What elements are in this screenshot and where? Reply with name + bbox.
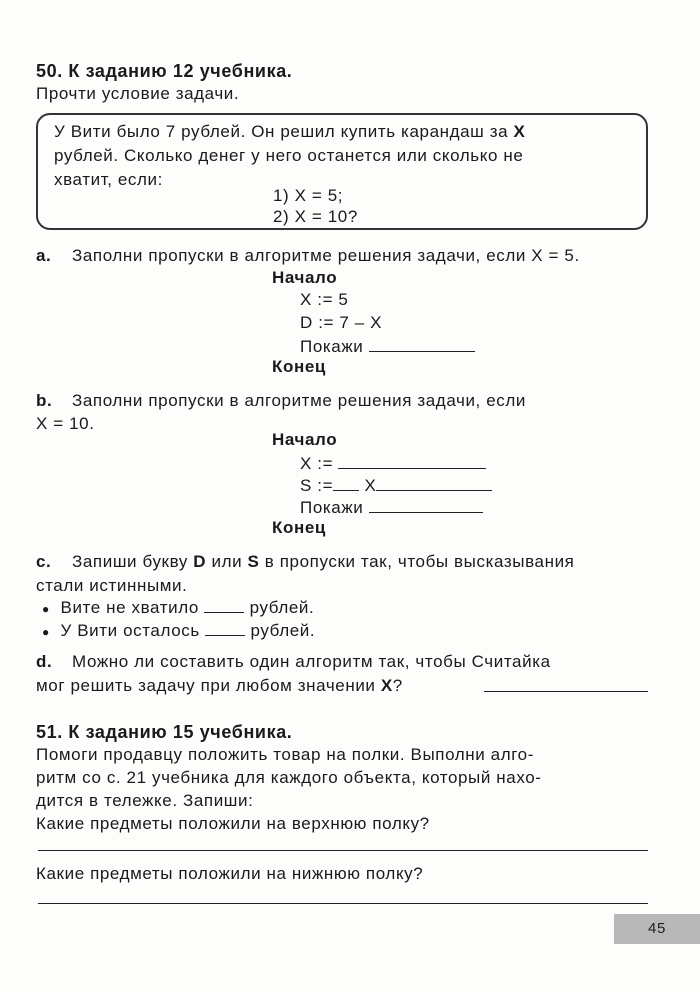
text: мог решить задачу при любом значении [36, 676, 381, 695]
condition-case-2: 2) X = 10? [273, 207, 358, 226]
part-b-end: Конец [272, 518, 326, 537]
exercise-51-line-2: ритм со с. 21 учебника для каждого объекта, который нахо- [36, 768, 542, 787]
step-label: X := [300, 454, 334, 473]
bullet: ● [42, 602, 50, 616]
answer-line[interactable] [38, 850, 648, 851]
answer-blank[interactable] [205, 620, 245, 636]
condition-x: X [513, 122, 526, 141]
part-b-text-2: X = 10. [36, 414, 95, 433]
part-a-letter: a. [36, 246, 52, 265]
text: У Вити осталось [60, 621, 200, 640]
answer-blank[interactable] [333, 475, 359, 491]
step-label: Покажи [300, 498, 364, 517]
condition-case-1: 1) X = 5; [273, 186, 344, 205]
page-number: 45 [614, 914, 700, 944]
exercise-50-header: 50. К заданию 12 учебника. [36, 61, 293, 81]
part-d-text-1: Можно ли составить один алгоритм так, чтобы Считайка [72, 652, 551, 671]
part-a-end: Конец [272, 357, 326, 376]
letter-s: S [247, 552, 260, 571]
answer-blank[interactable] [376, 475, 492, 491]
condition-line-2: рублей. Сколько денег у него останется или сколько не [54, 146, 524, 165]
part-c-item-2 [42, 620, 315, 641]
text: или [206, 552, 248, 571]
exercise-50-intro: Прочти условие задачи. [36, 84, 240, 103]
part-a-step-2: D := 7 – X [300, 313, 383, 332]
answer-line[interactable] [484, 691, 648, 692]
text: в пропуски так, чтобы высказывания [259, 552, 575, 571]
text: рублей. [250, 621, 316, 640]
exercise-51-question-1: Какие предметы положили на верхнюю полку? [36, 814, 430, 833]
exercise-51-header: 51. К заданию 15 учебника. [36, 722, 293, 742]
part-c-text-2: стали истинными. [36, 576, 188, 595]
part-b-step-3 [300, 497, 483, 518]
text: Запиши букву [72, 552, 194, 571]
condition-line-3: хватит, если: [54, 170, 163, 189]
letter-d: D [193, 552, 207, 571]
part-b-begin: Начало [272, 430, 338, 449]
part-c-text-1 [72, 552, 574, 572]
condition-line-1 [54, 122, 525, 142]
text: рублей. [249, 598, 315, 617]
part-c-letter: c. [36, 552, 52, 571]
part-d-text-2 [36, 676, 403, 696]
var-x: X [380, 676, 393, 695]
text: Вите не хватило [60, 598, 199, 617]
exercise-51-line-1: Помоги продавцу положить товар на полки. Выполни алго- [36, 745, 534, 764]
bullet: ● [42, 625, 50, 639]
part-a-step-3 [300, 336, 475, 357]
part-b-step-2 [300, 475, 492, 496]
answer-blank[interactable] [369, 336, 475, 352]
step-var: X [364, 476, 377, 495]
exercise-51-question-2: Какие предметы положили на нижнюю полку? [36, 864, 424, 883]
part-d-letter: d. [36, 652, 53, 671]
step-label: S := [300, 476, 334, 495]
part-a-step-1: X := 5 [300, 290, 349, 309]
answer-blank[interactable] [204, 597, 244, 613]
answer-blank[interactable] [338, 453, 486, 469]
step-label: Покажи [300, 337, 364, 356]
answer-line[interactable] [38, 903, 648, 904]
condition-text: У Вити было 7 рублей. Он решил купить карандаш за [54, 122, 514, 141]
part-a-text: Заполни пропуски в алгоритме решения задачи, если X = 5. [72, 246, 580, 265]
text: ? [392, 676, 403, 695]
exercise-51-line-3: дится в тележке. Запиши: [36, 791, 254, 810]
part-b-step-1 [300, 453, 486, 474]
part-c-item-1 [42, 597, 314, 618]
part-b-letter: b. [36, 391, 53, 410]
answer-blank[interactable] [369, 497, 483, 513]
part-a-begin: Начало [272, 268, 338, 287]
part-b-text-1: Заполни пропуски в алгоритме решения задачи, если [72, 391, 526, 410]
